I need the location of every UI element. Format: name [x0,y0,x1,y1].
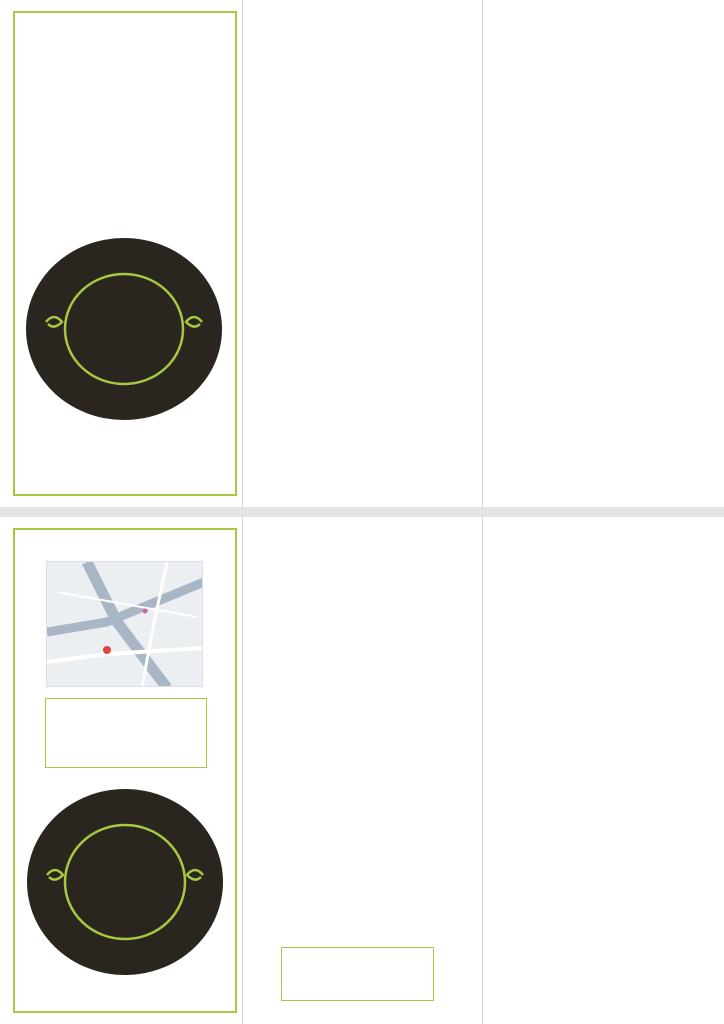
fold-line [242,517,243,1024]
tarradale-logo [25,787,225,977]
fold-line [242,0,243,507]
address-box [45,698,207,768]
dietary-legend [281,947,434,1001]
fold-line [482,0,483,507]
menu-inner-sheet [0,517,724,1024]
location-map[interactable] [46,561,203,687]
tarradale-logo [24,236,224,422]
fold-line [482,517,483,1024]
menu-outer-sheet [0,0,724,507]
